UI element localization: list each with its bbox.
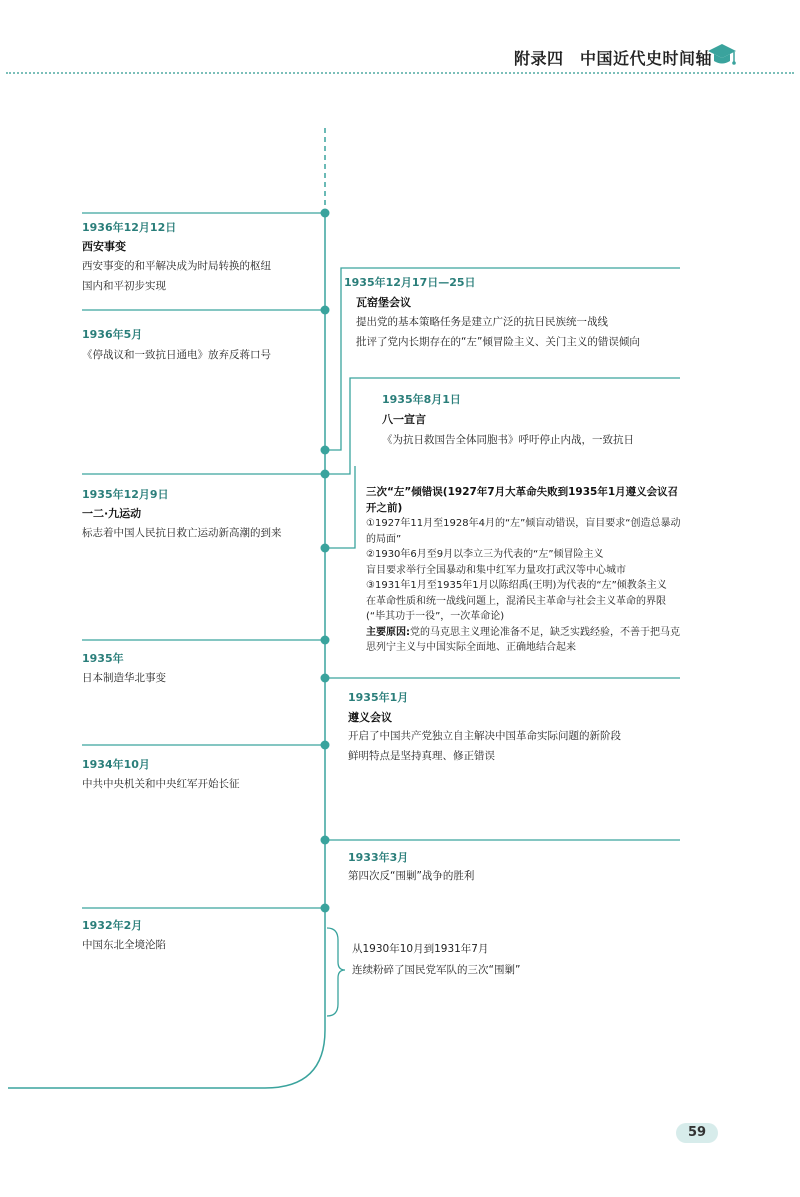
event-title: 遵义会议: [348, 711, 392, 724]
timeline-node: [321, 470, 330, 479]
brace-note-line: 连续粉碎了国民党军队的三次“围剿”: [352, 964, 521, 976]
event-date: 1935年: [82, 652, 124, 665]
timeline-node: [321, 836, 330, 845]
event-date: 1934年10月: [82, 758, 150, 771]
left-errors-note: [366, 484, 684, 656]
event-text: 批评了党内长期存在的“左”倾冒险主义、关门主义的错误倾向: [356, 336, 640, 348]
timeline-node: [321, 904, 330, 913]
event-text: 《停战议和一致抗日通电》放弃反蒋口号: [82, 349, 271, 361]
timeline-node: [321, 674, 330, 683]
note-item: ①1927年11月至1928年4月的“左”倾盲动错误，盲目要求“创造总暴动的局面”: [366, 518, 681, 545]
event-title: 一二·九运动: [82, 507, 142, 520]
note-item: 在革命性质和统一战线问题上，混淆民主革命与社会主义革命的界限(“毕其功于一役”，一次革命论): [366, 595, 666, 622]
timeline-node: [321, 636, 330, 645]
event-date: 1936年12月12日: [82, 221, 177, 234]
note-cause: [366, 625, 684, 656]
appendix-title: 附录四 中国近代史时间轴: [513, 49, 712, 68]
timeline-node: [321, 544, 330, 553]
event-date: 1932年2月: [82, 919, 143, 932]
timeline-node: [321, 306, 330, 315]
event-date: 1933年3月: [348, 851, 409, 864]
event-date: 1935年12月9日: [82, 488, 169, 501]
branch-right-left-errors: [325, 466, 355, 548]
page-number: 59: [676, 1123, 718, 1143]
event-text: 西安事变的和平解决成为时局转换的枢纽: [82, 260, 271, 272]
timeline-node: [321, 209, 330, 218]
event-title: 西安事变: [82, 240, 126, 253]
event-text: 第四次反“围剿”战争的胜利: [348, 870, 475, 882]
note-item: 盲目要求举行全国暴动和集中红军力量攻打武汉等中心城市: [366, 564, 626, 576]
event-title: 瓦窑堡会议: [356, 296, 411, 309]
cause-text: 党的马克思主义理论准备不足，缺乏实践经验，不善于把马克思列宁主义与中国实际全面地、正确地结合起来: [366, 626, 680, 653]
timeline-node: [321, 741, 330, 750]
event-text: 日本制造华北事变: [82, 672, 166, 684]
event-title: 八一宣言: [382, 413, 426, 426]
event-text: 标志着中国人民抗日救亡运动新高潮的到来: [82, 527, 282, 539]
event-text: 鲜明特点是坚持真理、修正错误: [348, 750, 495, 762]
branch-right-1935-08: [325, 378, 680, 474]
brace-symbol: [327, 928, 345, 1016]
note-item: ②1930年6月至9月以李立三为代表的“左”倾冒险主义: [366, 549, 604, 560]
event-text: 中国东北全境沦陷: [82, 939, 166, 951]
event-text: 《为抗日救国告全体同胞书》呼吁停止内战，一致抗日: [382, 434, 634, 446]
note-item: ③1931年1月至1935年1月以陈绍禹(王明)为代表的“左”倾教条主义: [366, 580, 667, 591]
timeline-node: [321, 446, 330, 455]
event-text: 中共中央机关和中央红军开始长征: [82, 778, 240, 790]
cause-label: 主要原因:: [366, 626, 410, 638]
timeline-spine: [8, 212, 325, 1088]
event-date: 1936年5月: [82, 328, 143, 341]
event-text: 提出党的基本策略任务是建立广泛的抗日民族统一战线: [356, 316, 608, 328]
event-date: 1935年12月17日—25日: [344, 276, 476, 289]
note-title: 三次“左”倾错误(1927年7月大革命失败到1935年1月遵义会议召开之前): [366, 486, 679, 514]
event-text: 国内和平初步实现: [82, 280, 166, 292]
event-date: 1935年8月1日: [382, 393, 461, 406]
event-text: 开启了中国共产党独立自主解决中国革命实际问题的新阶段: [348, 730, 621, 742]
brace-note-line: 从1930年10月到1931年7月: [352, 943, 489, 955]
event-date: 1935年1月: [348, 691, 409, 704]
